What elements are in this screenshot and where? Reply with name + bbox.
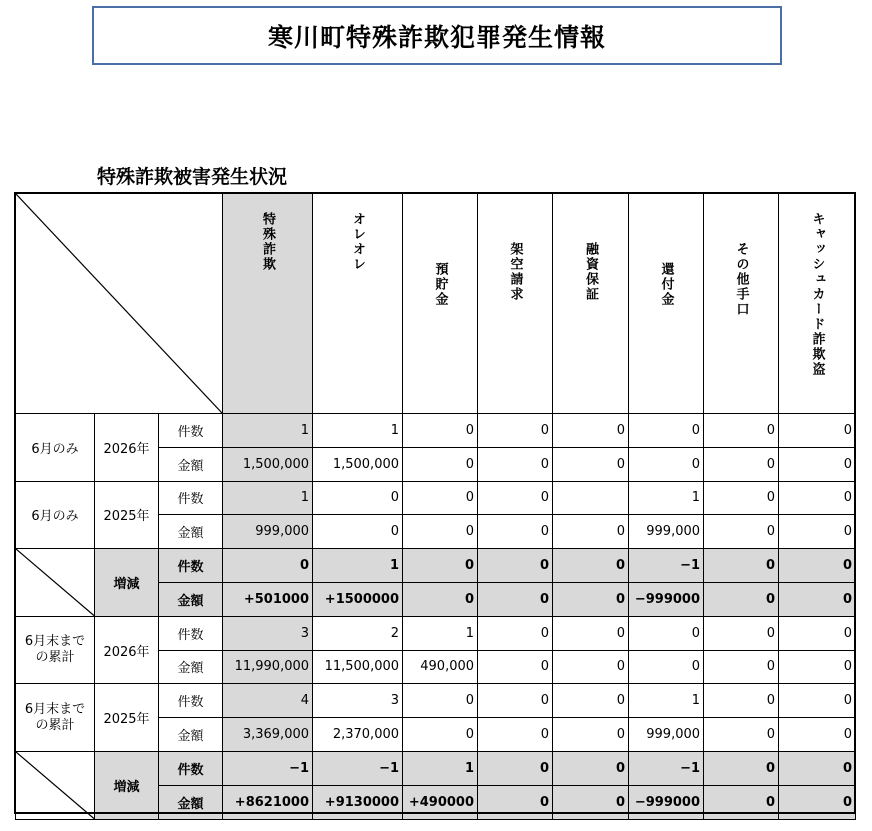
- cell: 0: [403, 414, 478, 448]
- cell: 0: [553, 718, 629, 752]
- cell: 0: [704, 650, 779, 684]
- cell: 0: [779, 751, 856, 785]
- cell: 0: [553, 414, 629, 448]
- cell: 1: [223, 481, 313, 515]
- fraud-stats-table: [15, 193, 856, 820]
- cell: 1: [313, 414, 403, 448]
- cell: 0: [704, 785, 779, 819]
- metric-label: 件数: [159, 414, 223, 448]
- cell: 0: [629, 616, 704, 650]
- cell: 0: [704, 481, 779, 515]
- metric-label: 件数: [159, 751, 223, 785]
- cell: 1: [403, 616, 478, 650]
- cell: 0: [629, 650, 704, 684]
- cell: 0: [403, 549, 478, 583]
- cell: −999000: [629, 785, 704, 819]
- table-row: [16, 481, 856, 515]
- change-label: 増減: [95, 751, 159, 819]
- cell: 0: [779, 650, 856, 684]
- cell: 3: [223, 616, 313, 650]
- cell: 0: [629, 414, 704, 448]
- cell: +9130000: [313, 785, 403, 819]
- cell: 0: [403, 515, 478, 549]
- col-header-4: 融資保証: [553, 194, 629, 414]
- cell: 0: [779, 549, 856, 583]
- cell: 0: [779, 515, 856, 549]
- cell: 999,000: [629, 718, 704, 752]
- cell: 0: [403, 718, 478, 752]
- cell: 1,500,000: [313, 447, 403, 481]
- period-label: 6月のみ: [16, 414, 95, 482]
- col-header-2: 預貯金: [403, 194, 478, 414]
- year-label: 2025年: [95, 684, 159, 752]
- cell: 0: [478, 616, 553, 650]
- cell: 490,000: [403, 650, 478, 684]
- cell: 0: [223, 549, 313, 583]
- cell: 1: [629, 481, 704, 515]
- cell: 0: [313, 481, 403, 515]
- cell: 0: [478, 718, 553, 752]
- cell: 0: [478, 650, 553, 684]
- cell: 0: [629, 447, 704, 481]
- cell: 0: [553, 650, 629, 684]
- year-label: 2025年: [95, 481, 159, 549]
- cell: −1: [313, 751, 403, 785]
- cell: 0: [779, 582, 856, 616]
- cell: 0: [478, 481, 553, 515]
- cell: 0: [478, 447, 553, 481]
- cell: 0: [478, 414, 553, 448]
- cell: 0: [478, 751, 553, 785]
- cell: +8621000: [223, 785, 313, 819]
- cell: 0: [478, 549, 553, 583]
- cell: 1: [313, 549, 403, 583]
- cell: 0: [478, 684, 553, 718]
- cell: 1: [629, 684, 704, 718]
- col-header-7: キャッシュカード詐欺盗: [779, 194, 856, 414]
- metric-label: 金額: [159, 650, 223, 684]
- cell: 0: [553, 616, 629, 650]
- cell: 3: [313, 684, 403, 718]
- col-header-3: 架空請求: [478, 194, 553, 414]
- metric-label: 金額: [159, 447, 223, 481]
- cell: 0: [478, 515, 553, 549]
- table-row: [16, 414, 856, 448]
- cell: 0: [553, 549, 629, 583]
- cell: 11,990,000: [223, 650, 313, 684]
- table-caption: 特殊詐欺被害発生状況: [97, 166, 288, 188]
- cell: 0: [403, 684, 478, 718]
- cell: 0: [704, 616, 779, 650]
- cell: 0: [704, 751, 779, 785]
- col-header-5: 還付金: [629, 194, 704, 414]
- cell: −1: [223, 751, 313, 785]
- cell: 11,500,000: [313, 650, 403, 684]
- col-header-6: その他手口: [704, 194, 779, 414]
- cell: −1: [629, 549, 704, 583]
- cell: 0: [478, 582, 553, 616]
- cell: [553, 481, 629, 515]
- cell: 0: [553, 785, 629, 819]
- cell: 0: [779, 481, 856, 515]
- cell: 0: [553, 447, 629, 481]
- metric-label: 金額: [159, 785, 223, 819]
- cell: +490000: [403, 785, 478, 819]
- cell: 0: [403, 481, 478, 515]
- col-header-0: 特殊詐欺: [223, 194, 313, 414]
- cell: 2,370,000: [313, 718, 403, 752]
- cell: 0: [553, 751, 629, 785]
- period-label: 6月末まで の累計: [16, 616, 95, 684]
- diagonal-line: [16, 194, 222, 413]
- cell: 0: [403, 447, 478, 481]
- table-row: [16, 684, 856, 718]
- cell: 0: [779, 785, 856, 819]
- change-label: 増減: [95, 549, 159, 617]
- cell: 1,500,000: [223, 447, 313, 481]
- metric-label: 件数: [159, 481, 223, 515]
- cell: 0: [779, 718, 856, 752]
- cell: −1: [629, 751, 704, 785]
- metric-label: 件数: [159, 684, 223, 718]
- cell: 0: [779, 684, 856, 718]
- diagonal-line: [16, 549, 94, 616]
- year-label: 2026年: [95, 414, 159, 482]
- cell: 0: [779, 616, 856, 650]
- table-row: [16, 549, 856, 583]
- cell: 0: [704, 515, 779, 549]
- metric-label: 件数: [159, 616, 223, 650]
- cell: 0: [779, 414, 856, 448]
- cell: 999,000: [629, 515, 704, 549]
- cell: 0: [704, 549, 779, 583]
- cell: +501000: [223, 582, 313, 616]
- page-title: 寒川町特殊詐欺犯罪発生情報: [267, 22, 606, 52]
- change-diagonal-cell: [16, 549, 95, 617]
- metric-label: 金額: [159, 515, 223, 549]
- header-row: [16, 194, 856, 414]
- period-label: 6月末まで の累計: [16, 684, 95, 752]
- change-diagonal-cell: [16, 751, 95, 819]
- cell: 0: [704, 582, 779, 616]
- cell: −999000: [629, 582, 704, 616]
- table-row: [16, 616, 856, 650]
- cell: 999,000: [223, 515, 313, 549]
- cell: 0: [553, 515, 629, 549]
- cell: 0: [313, 515, 403, 549]
- metric-label: 金額: [159, 718, 223, 752]
- cell: 1: [403, 751, 478, 785]
- col-header-1: オレオレ: [313, 194, 403, 414]
- cell: +1500000: [313, 582, 403, 616]
- year-label: 2026年: [95, 616, 159, 684]
- cell: 2: [313, 616, 403, 650]
- cell: 0: [704, 414, 779, 448]
- cell: 4: [223, 684, 313, 718]
- cell: 0: [704, 447, 779, 481]
- cell: 0: [403, 582, 478, 616]
- cell: 0: [704, 684, 779, 718]
- table-row: [16, 751, 856, 785]
- cell: 0: [478, 785, 553, 819]
- corner-diagonal-cell: [16, 194, 223, 414]
- diagonal-line: [16, 752, 94, 819]
- metric-label: 金額: [159, 582, 223, 616]
- title-box: [92, 6, 782, 65]
- period-label: 6月のみ: [16, 481, 95, 549]
- cell: 0: [779, 447, 856, 481]
- cell: 0: [704, 718, 779, 752]
- cell: 0: [553, 684, 629, 718]
- cell: 0: [553, 582, 629, 616]
- metric-label: 件数: [159, 549, 223, 583]
- cell: 1: [223, 414, 313, 448]
- cell: 3,369,000: [223, 718, 313, 752]
